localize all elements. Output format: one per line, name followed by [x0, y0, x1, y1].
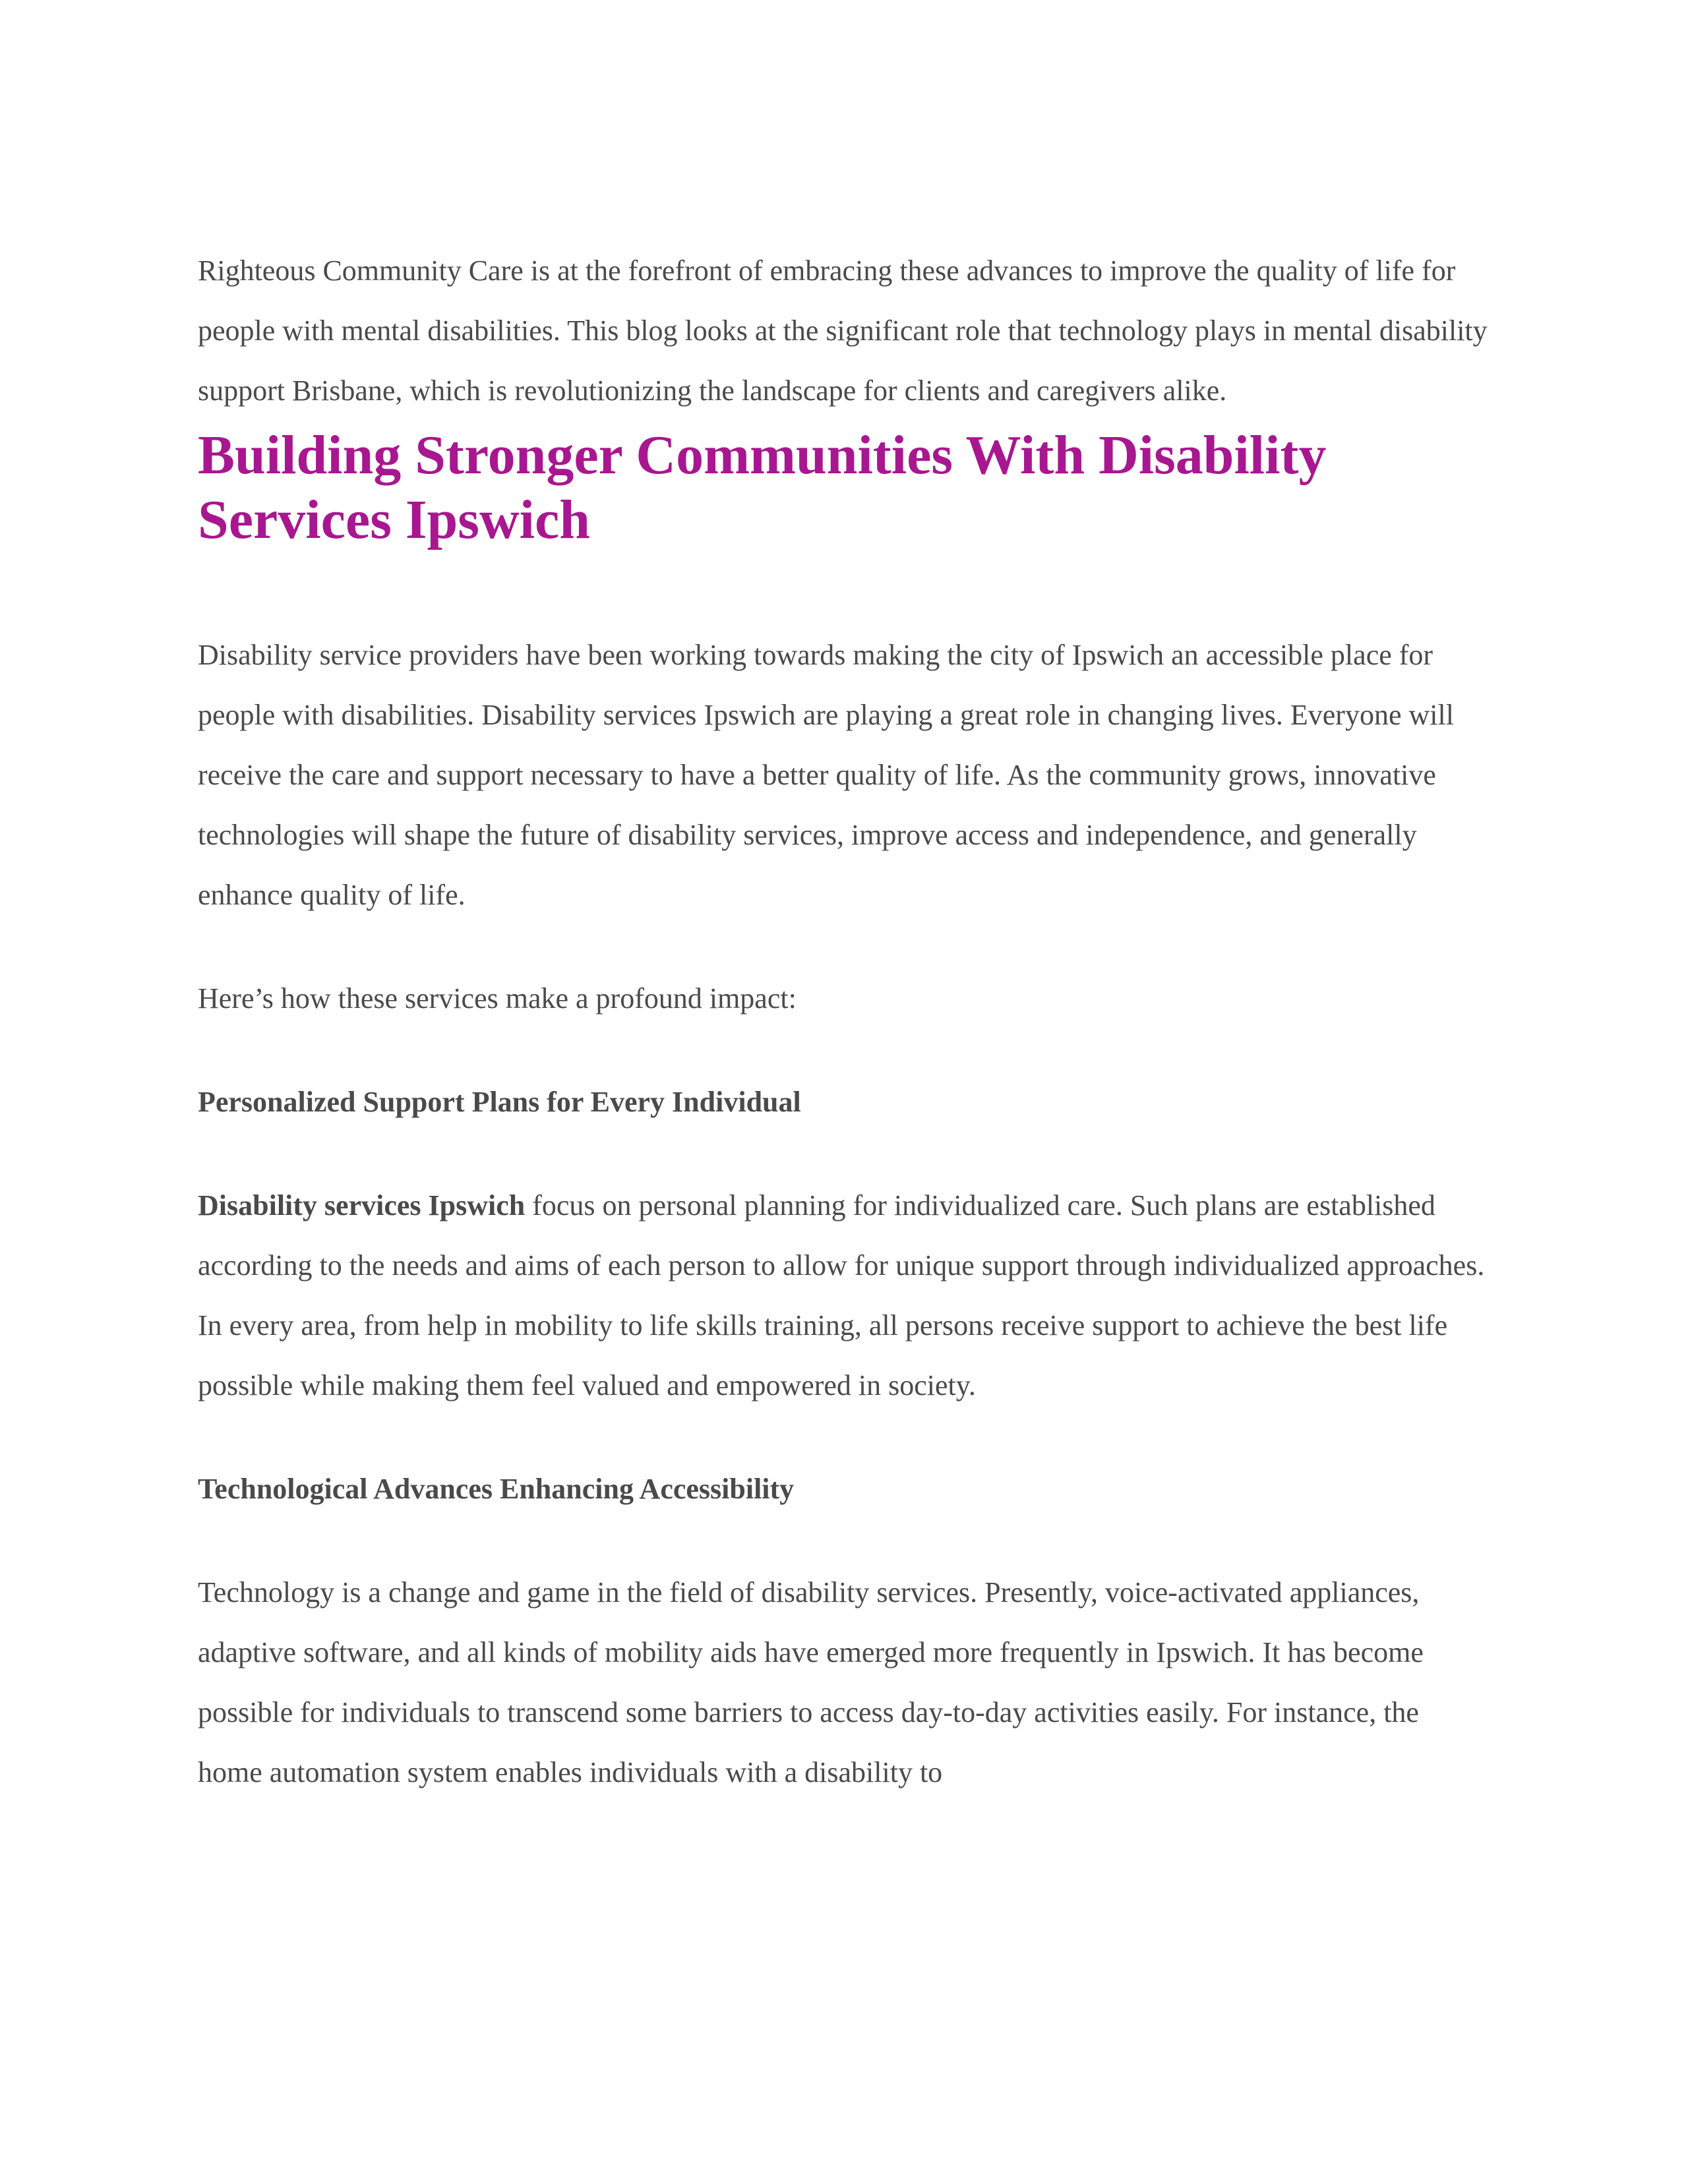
page-title: Building Stronger Communities With Disability Services Ipswich	[198, 425, 1327, 550]
section-heading-personalized-support: Personalized Support Plans for Every Individual	[198, 1086, 801, 1118]
document-page	[198, 241, 1490, 1802]
section-paragraph-personalized-support	[198, 1175, 1490, 1415]
body-paragraph-1: Disability service providers have been working towards making the city of Ipswich an accessible place for people with disabilities. Disability services Ipswich are playing a great role in changing lives. Everyone will receive the care and support necessary to have a better quality of life. As the community grows, innovative technologies will shape the future of disability services, improve access and independence, and generally enhance quality of life.	[198, 639, 1454, 911]
section-body-text: focus on personal planning for individualized care. Such plans are established according to the needs and aims of each person to allow for unique support through individualized approaches. In every area, from help in mobility to life skills training, all persons receive support to achieve the best life possible while making them feel valued and empowered in society.	[198, 1189, 1485, 1402]
section-paragraph-technological-advances: Technology is a change and game in the field of disability services. Presently, voice-activated appliances, adaptive software, and all kinds of mobility aids have emerged more frequently in Ipswich. It has become possible for individuals to transcend some barriers to access day-to-day activities easily. For instance, the home automation system enables individuals with a disability to	[198, 1576, 1424, 1788]
bold-lead-text: Disability services Ipswich	[198, 1189, 526, 1222]
body-paragraph-2: Here’s how these services make a profound impact:	[198, 982, 797, 1015]
section-heading-technological-advances: Technological Advances Enhancing Accessibility	[198, 1473, 795, 1505]
intro-paragraph: Righteous Community Care is at the forefront of embracing these advances to improve the quality of life for people with mental disabilities. This blog looks at the significant role that technology plays in mental disability support Brisbane, which is revolutionizing the landscape for clients and caregivers alike.	[198, 254, 1488, 407]
